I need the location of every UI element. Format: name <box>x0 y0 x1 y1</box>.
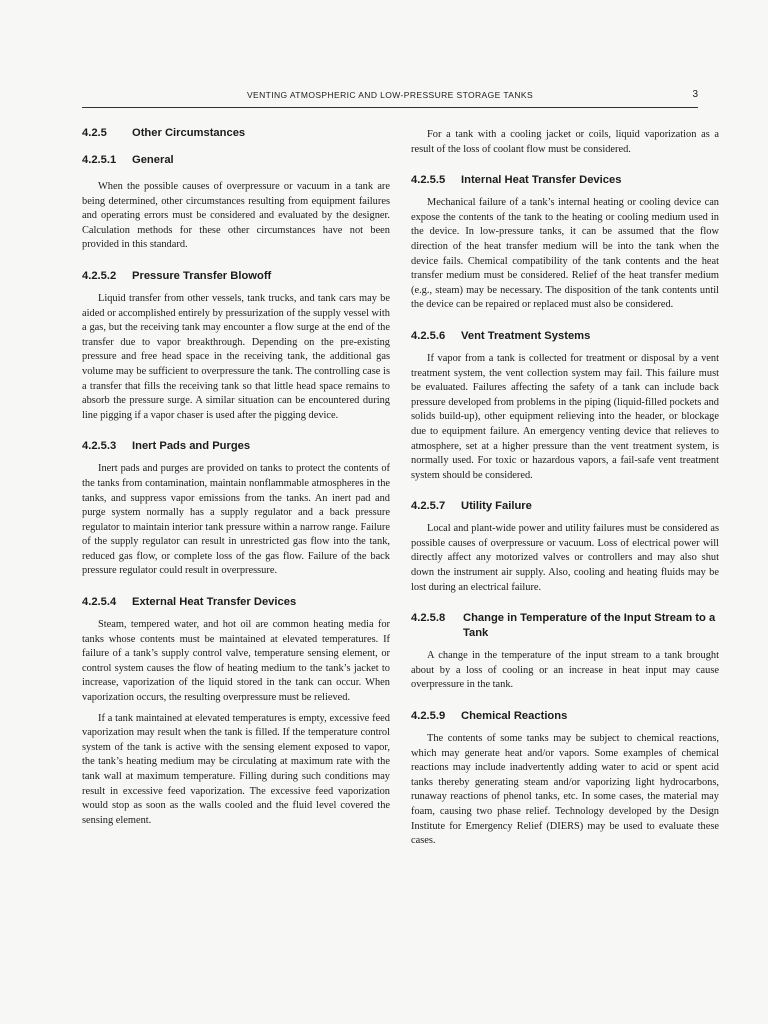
paragraph: For a tank with a cooling jacket or coils, liquid vaporization as a result of the loss of coolant flow must be considered. <box>411 129 719 155</box>
section-heading-4-2-5-1 <box>82 153 390 168</box>
paragraph: Steam, tempered water, and hot oil are common heating media for tanks whose contents must be maintained at elevated temperatures. If failure of a tank’s supply control valve, temperature sensing element, or control system causes the flow of heating medium to the tank’s jacket to increase, vaporization of the liquid stored in the tank can occur. When vaporization occurs, the resulting overpressure must be relieved. <box>82 619 390 704</box>
section-title: Internal Heat Transfer Devices <box>461 174 622 187</box>
section-number: 4.2.5.9 <box>411 710 446 723</box>
section-title: External Heat Transfer Devices <box>132 596 297 609</box>
section-title: General <box>132 154 174 166</box>
section-heading-4-2-5-6 <box>411 329 719 344</box>
paragraph: When the possible causes of overpressure or vacuum in a tank are being determined, other circumstances resulting from equipment failures and operating errors must be considered and evaluated by the designer. Calculation methods for these other circumstances have not been provided in this standard. <box>82 181 390 251</box>
section-title: Inert Pads and Purges <box>132 440 251 453</box>
section-title: Pressure Transfer Blowoff <box>132 269 272 282</box>
section-heading-4-2-5-4 <box>82 595 390 610</box>
paragraph: If a tank maintained at elevated temperatures is empty, excessive feed vaporization may result when the tank is filled. If the temperature control system of the tank is active with the sensing element exposed to vapor, the tank’s heating medium may be circulating at maximum rate with the tank wall at maximum temperature. Filling during such conditions may result in excessive feed vaporization. The excessive feed vaporization would stop as soon as the walls cooled and the fluid level covered the sensing element. <box>82 712 390 826</box>
section-heading-4-2-5-7 <box>411 499 719 514</box>
page-number: 3 <box>692 89 698 100</box>
section-heading-4-2-5 <box>82 126 390 141</box>
header-rule <box>82 107 698 108</box>
section-heading-4-2-5-5 <box>411 173 719 188</box>
section-heading-4-2-5-2 <box>82 269 390 284</box>
section-number: 4.2.5.2 <box>82 269 117 282</box>
section-number: 4.2.5.5 <box>411 174 446 187</box>
left-column <box>82 126 390 828</box>
section-title: Vent Treatment Systems <box>461 329 591 342</box>
paragraph: A change in the temperature of the input stream to a tank brought about by a loss of cooling or an increase in heat input may cause overpressure in the tank. <box>411 650 719 691</box>
section-number: 4.2.5.8 <box>411 612 446 625</box>
section-title: Change in Temperature of the Input Stream to a Tank <box>463 612 716 640</box>
paragraph: Liquid transfer from other vessels, tank trucks, and tank cars may be aided or accomplished entirely by pressurization of the supply vessel with a gas, but the receiving tank may encounter a flow surge at the end of the transfer due to vapor breakthrough. Depending on the pre-existing pressure and free head space in the receiving tank, the additional gas volume may be sufficient to overpressure the tank. The controlling case is a transfer that fills the receiving tank so that little head space remains to absorb the pressure surge. A similar situation can be encountered during line pigging if a vapor chaser is used after the pigging device. <box>82 292 390 421</box>
paragraph: Inert pads and purges are provided on tanks to protect the contents of the tanks from contamination, maintain nonflammable atmospheres in the tanks, and suppress vapor emissions from the tanks. An inert pad and purge system normally has a supply regulator and a back pressure regulator to maintain interior tank pressure within a narrow range. Failure of the supply regulator can result in unrestricted gas flow into the tank, reduced gas flow, or complete loss of the gas flow. Failure of the back pressure regulator could result in overpressure. <box>82 463 390 577</box>
section-title: Chemical Reactions <box>461 710 568 723</box>
section-heading-4-2-5-8 <box>411 611 719 641</box>
section-heading-4-2-5-3 <box>82 439 390 454</box>
running-title: VENTING ATMOSPHERIC AND LOW-PRESSURE STORAGE TANKS <box>246 90 534 100</box>
paragraph: Local and plant-wide power and utility failures must be considered as possible causes of overpressure or vacuum. Loss of electrical power will directly affect any motorized valves or controllers and may also shut down the instrument air supply. Also, cooling and heating fluids may be lost during an electrical failure. <box>411 523 719 593</box>
section-heading-4-2-5-9 <box>411 709 719 724</box>
running-head <box>82 90 698 104</box>
paragraph: If vapor from a tank is collected for treatment or disposal by a vent treatment system, the vent collection system may fail. This failure must be evaluated. Failures affecting the safety of a tank can include back pressure developed from problems in the piping (liquid-filled pockets and solids build-up), other equipment relieving into the header, or blockage due to equipment failure. An emergency venting device that relieves to atmosphere, set at a higher pressure than the vent treatment system, is normally used. For toxic or hazardous vapors, a fail-safe vent treatment system should be considered. <box>411 352 719 481</box>
section-number: 4.2.5 <box>82 127 107 139</box>
section-title: Other Circumstances <box>132 127 246 139</box>
section-number: 4.2.5.6 <box>411 329 446 342</box>
section-number: 4.2.5.4 <box>82 596 117 609</box>
section-number: 4.2.5.3 <box>82 440 117 453</box>
section-number: 4.2.5.7 <box>411 500 446 513</box>
section-number: 4.2.5.1 <box>82 154 117 166</box>
paragraph: Mechanical failure of a tank’s internal heating or cooling device can expose the contents of the tank to the heating or cooling medium used in the device. In low-pressure tanks, it can be assumed that the flow direction of the heat transfer medium will be into the tank when the device fails. Chemical compatibility of the tank contents and the heat transfer medium must be considered. Relief of the heat transfer medium (e.g., steam) may be necessary. The disposition of the tank contents until the device can be repaired or replaced must also be considered. <box>411 197 719 311</box>
paragraph: The contents of some tanks may be subject to chemical reactions, which may generate heat and/or vapors. Some examples of chemical reactions may include inadvertently adding water to acid or spent acid tanks thereby generating steam and/or vaporizing light hydrocarbons, runaway reactions of phenol tanks, etc. In some cases, the material may foam, causing two phase relief. Technology developed by the Design Institute for Emergency Relief (DIERS) may be used to evaluate these cases. <box>411 733 719 847</box>
section-title: Utility Failure <box>461 500 532 513</box>
right-column <box>411 128 719 849</box>
